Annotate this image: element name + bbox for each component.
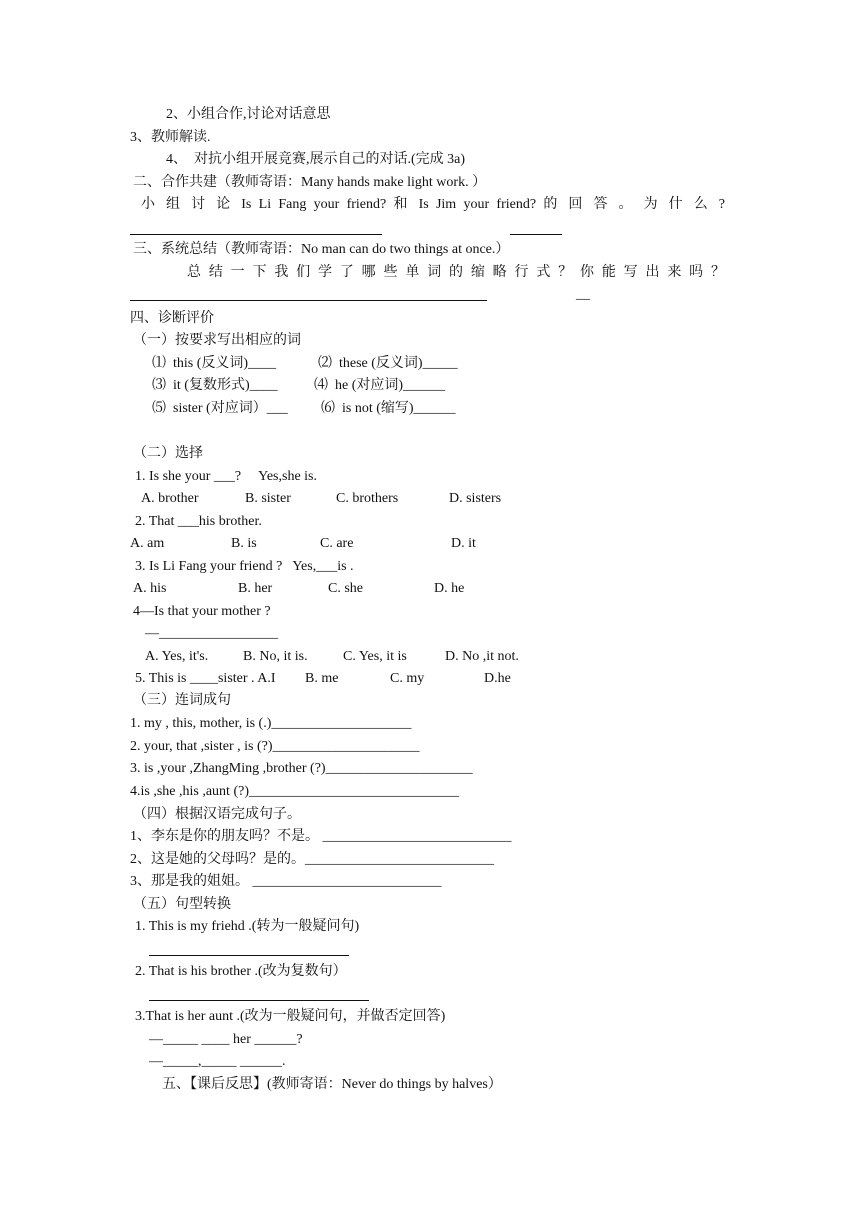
- option-a: A. am: [130, 536, 165, 551]
- option-d: D. it: [451, 536, 476, 551]
- item-1-6: ⑹ is not (缩写)______: [321, 401, 456, 416]
- question-2-4-blank: —_________________: [145, 626, 278, 641]
- item-1-4: ⑷ he (对应词)______: [314, 378, 446, 393]
- option-b: B. her: [238, 581, 273, 596]
- answer-line: [149, 955, 349, 956]
- sentence-3-2: 2. your, that ,sister , is (?)_____________________: [130, 739, 420, 754]
- item-1-5: ⑸ sister (对应词）___: [152, 401, 288, 416]
- part-3-heading: （三）连词成句: [133, 693, 231, 708]
- section-2-question: 小 组 讨 论 Is Li Fang your friend? 和 Is Jim your friend? 的 回 答 。 为 什 么 ?: [141, 197, 725, 212]
- section-4-heading: 四、诊断评价: [130, 311, 214, 326]
- option-d: D. sisters: [449, 491, 502, 506]
- transform-5-2: 2. That is his brother .(改为复数句）: [135, 964, 347, 979]
- option-b: B. is: [231, 536, 257, 551]
- option-c: C. Yes, it is: [343, 649, 407, 664]
- question-2-3: 3. Is Li Fang your friend ? Yes,___is .: [135, 559, 354, 574]
- option-c: C. she: [328, 581, 363, 596]
- option-a: A. Yes, it's.: [145, 649, 209, 664]
- item-1-2: ⑵ these (反义词)_____: [318, 356, 458, 371]
- section-2-heading: 二、合作共建（教师寄语：Many hands make light work. ）: [133, 175, 487, 190]
- section-5-heading: 五、【课后反思】(教师寄语：Never do things by halves）: [162, 1077, 502, 1092]
- sentence-3-4: 4.is ,she ,his ,aunt (?)______________________________: [130, 784, 459, 799]
- option-a: A. brother: [141, 491, 199, 506]
- section-3-heading: 三、系统总结（教师寄语：No man can do two things at once.）: [133, 242, 510, 257]
- part-4-heading: （四）根据汉语完成句子。: [133, 807, 301, 822]
- option-d: D. he: [434, 581, 465, 596]
- answer-line: [130, 234, 382, 235]
- translate-4-2: 2、这是她的父母吗？是的。___________________________: [130, 852, 494, 867]
- step-2-text: 2、小组合作,讨论对话意思: [166, 107, 331, 122]
- part-2-heading: （二）选择: [133, 446, 203, 461]
- option-c: C. my: [390, 671, 425, 686]
- option-b: B. No, it is.: [243, 649, 308, 664]
- section-3-question: 总 结 一 下 我 们 学 了 哪 些 单 词 的 缩 略 行 式 ？ 你 能 写 出 来 吗 ？: [187, 265, 725, 280]
- translate-4-3: 3、那是我的姐姐。 ___________________________: [130, 874, 442, 889]
- sentence-3-1: 1. my , this, mother, is (.)____________________: [130, 716, 412, 731]
- part-5-heading: （五）句型转换: [133, 897, 231, 912]
- transform-5-1: 1. This is my friehd .(转为一般疑问句): [135, 919, 360, 934]
- item-1-3: ⑶ it (复数形式)____: [152, 378, 278, 393]
- item-1-1: ⑴ this (反义词)____: [152, 356, 277, 371]
- answer-line: [510, 234, 562, 235]
- option-c: C. brothers: [336, 491, 399, 506]
- transform-5-3-answer: —_____,_____ ______.: [149, 1054, 286, 1069]
- transform-5-3-question: —_____ ____ her ______?: [149, 1032, 303, 1047]
- option-c: C. are: [320, 536, 354, 551]
- answer-line: [130, 300, 487, 301]
- option-a: A. his: [133, 581, 167, 596]
- step-3-text: 3、教师解读.: [130, 130, 211, 145]
- sentence-3-3: 3. is ,your ,ZhangMing ,brother (?)_____________________: [130, 761, 473, 776]
- question-2-1: 1. Is she your ___? Yes,she is.: [135, 469, 317, 484]
- translate-4-1: 1、李东是你的朋友吗？不是。 ___________________________: [130, 829, 512, 844]
- answer-line-tail: __: [576, 287, 590, 302]
- option-b: B. sister: [245, 491, 291, 506]
- transform-5-3: 3.That is her aunt .(改为一般疑问句，并做否定回答): [135, 1009, 446, 1024]
- option-b: B. me: [305, 671, 339, 686]
- option-d: D.he: [484, 671, 511, 686]
- question-2-2: 2. That ___his brother.: [135, 514, 262, 529]
- option-d: D. No ,it not.: [445, 649, 519, 664]
- part-1-heading: （一）按要求写出相应的词: [133, 333, 301, 348]
- answer-line: [149, 1000, 369, 1001]
- question-2-5: 5. This is ____sister . A.I: [135, 671, 276, 686]
- step-4-text: 4、 对抗小组开展竞赛,展示自己的对话.(完成 3a): [166, 152, 466, 167]
- question-2-4: 4—Is that your mother ?: [133, 604, 271, 619]
